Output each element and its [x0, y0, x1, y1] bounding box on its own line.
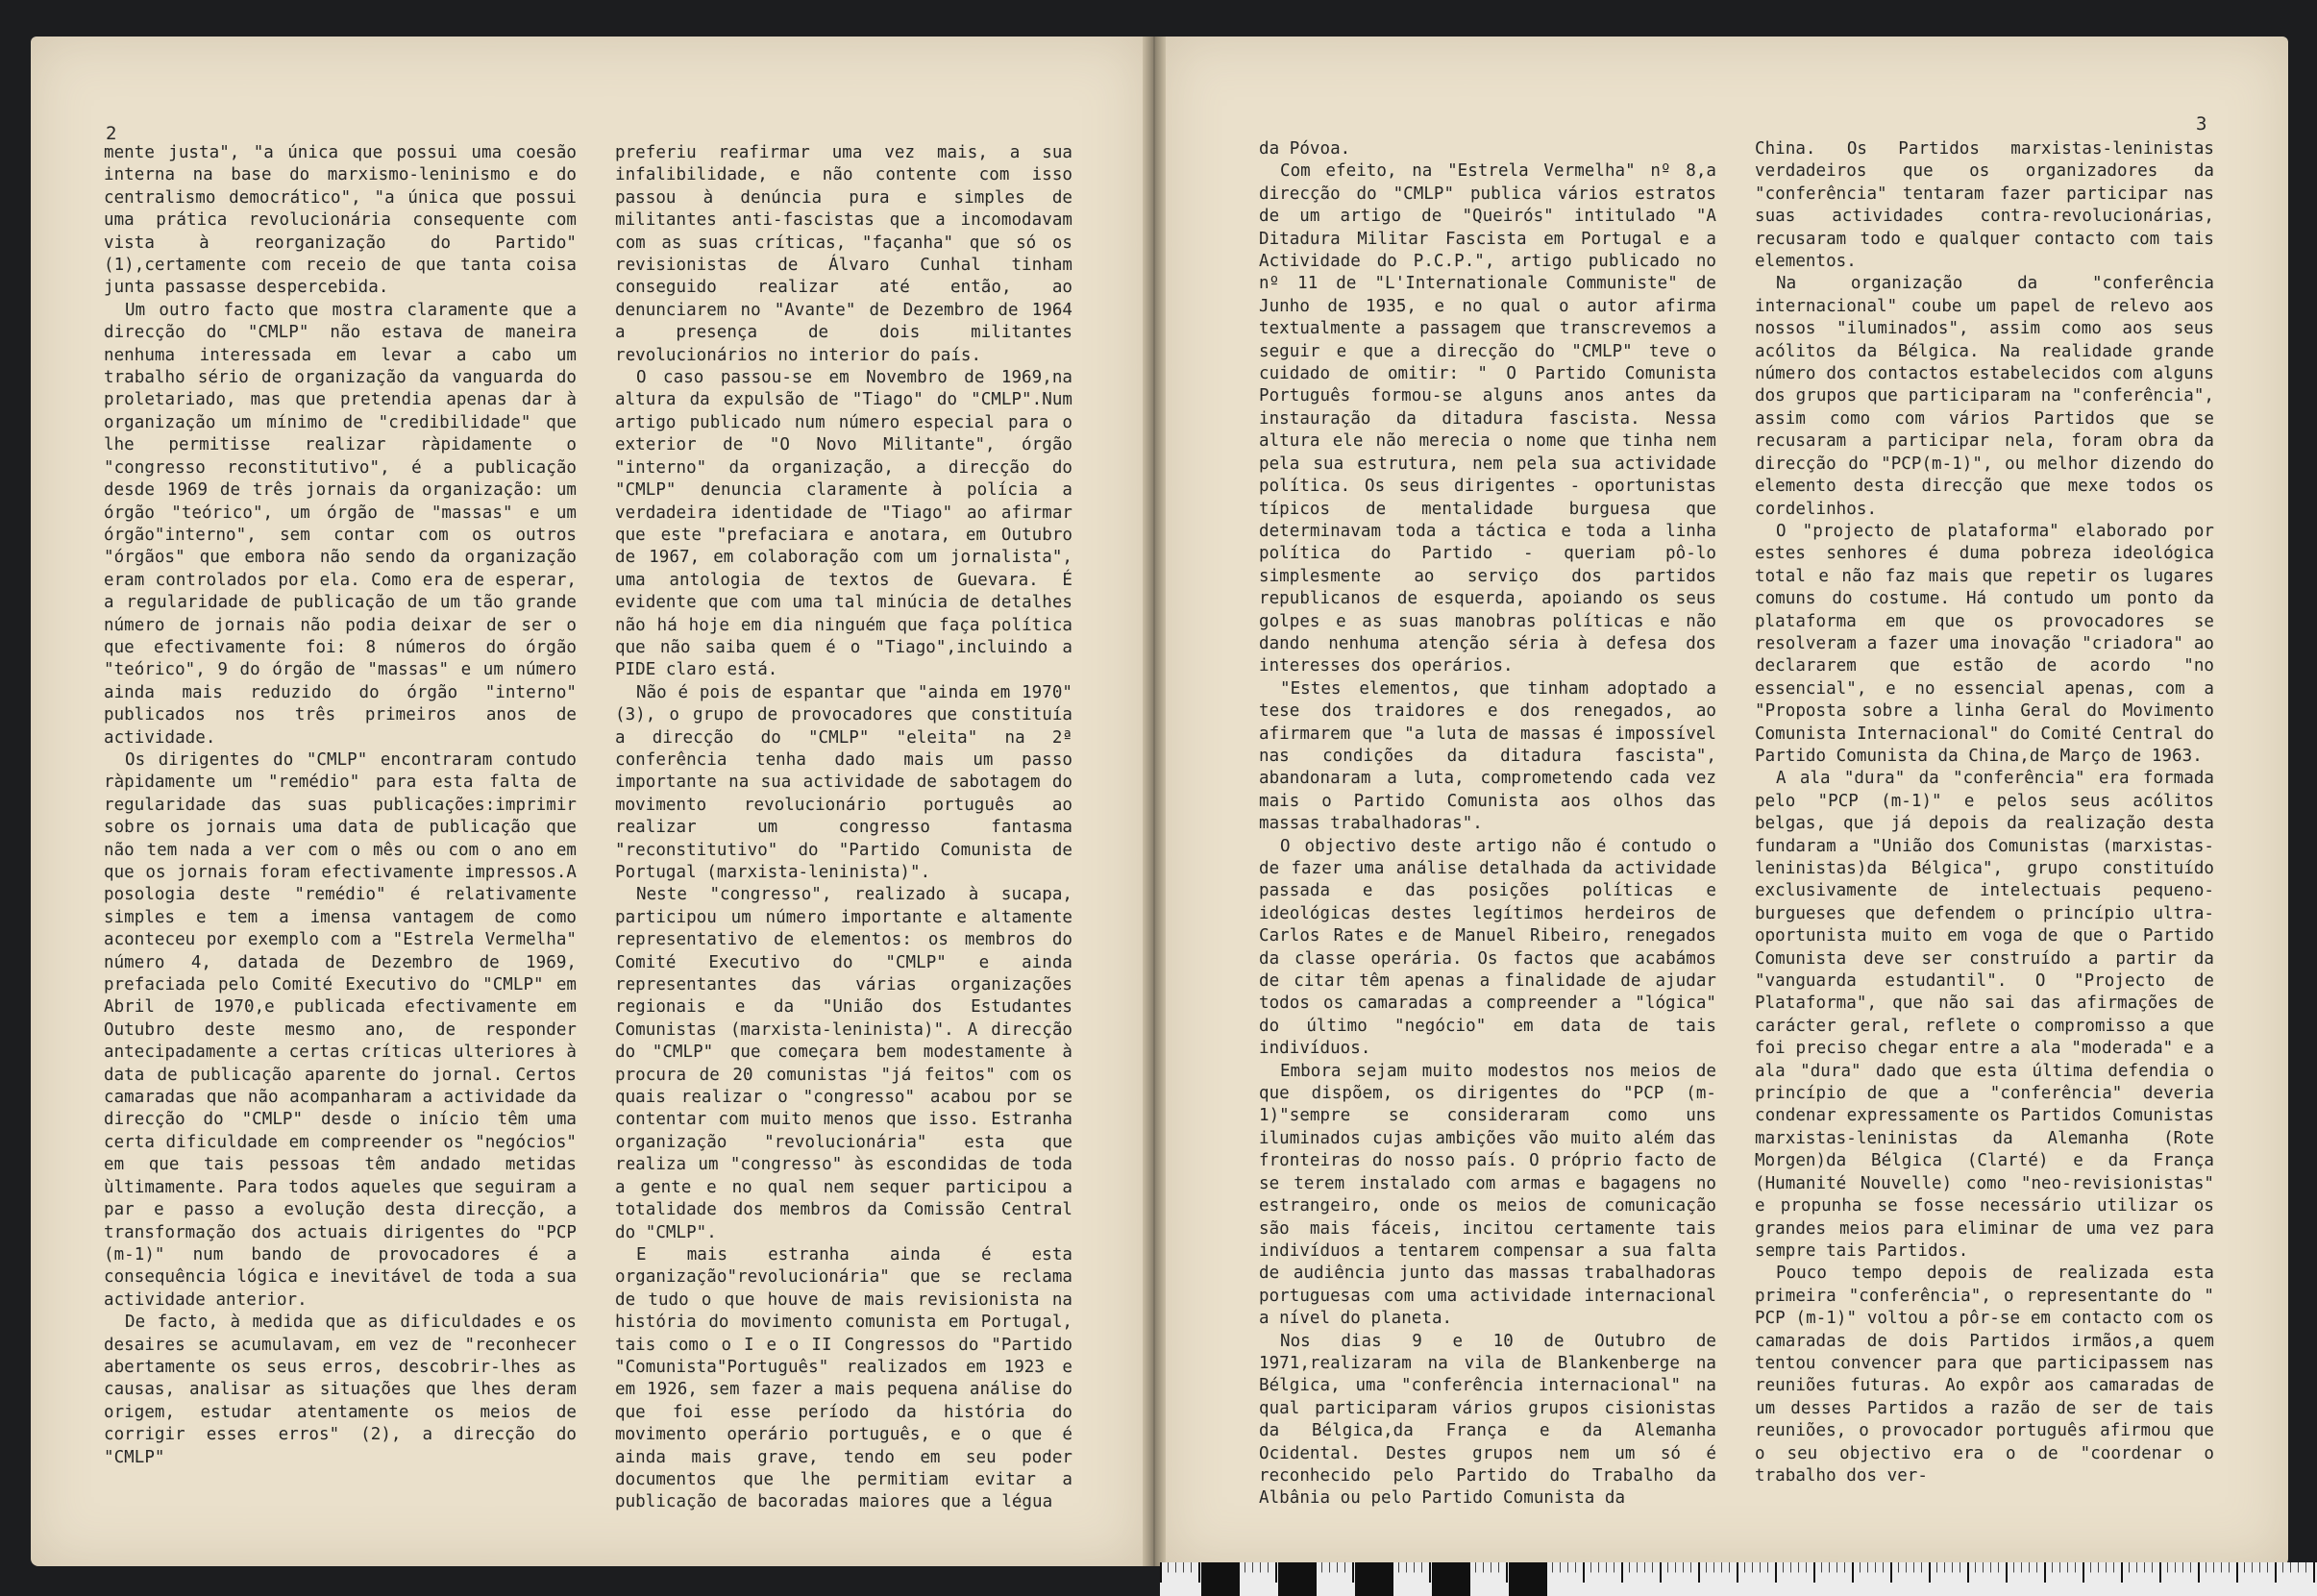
paragraph: O caso passou-se em Novembro de 1969,na altura da expulsão de "Tiago" do "CMLP".Num artigo publicado num número especial para o exterior de "O Novo Militante", órgão "interno" da organização, a direcção do "CMLP" denuncia claramente à polícia a verdadeira identidade de "Tiago" ao afirmar que este "prefaciara e anotara, em Outubro de 1967, em colaboração com um jornalista", uma antologia de textos de Guevara. É evidente que com uma tal minúcia de detalhes não há hoje em dia ninguém que faça política que não saiba quem é o "Tiago",incluindo a PIDE claro está.: [615, 368, 1072, 680]
paragraph: Não é pois de espantar que "ainda em 1970" (3), o grupo de provocadores que constituía a direcção do "CMLP" "eleita" na 2ª conferência tenha dado mais um passo importante na sua actividade de sabotagem do movimento revolucionário português ao realizar um congresso fantasma "reconstitutivo" do "Partido Comunista de Portugal (marxista-leninista)".: [615, 682, 1072, 882]
ruler-segment: [1201, 1562, 1240, 1596]
ruler-segment: [1509, 1562, 1547, 1596]
paragraph: Nos dias 9 e 10 de Outubro de 1971,realizaram na vila de Blankenberge na Bélgica, uma "conferência internacional" na qual participaram vários grupos cisionistas da Bélgica,da França e da Alemanha Ocidental. Destes grupos nem um só é reconhecido pelo Partido do Trabalho da Albânia ou pelo Partido Comunista da: [1259, 1331, 1716, 1509]
paragraph: Neste "congresso", realizado à sucapa, participou um número importante e altamente representativo de elementos: os membros do Comité Executivo do "CMLP" e ainda representantes das várias organizações regionais e da "União dos Estudantes Comunistas (marxista-leninista)". A direcção do "CMLP" que começara bem modestamente à procura de 20 comunistas "já feitos" com os quais realizar o "congresso" acabou por se contentar com muito menos que isso. Estranha organização "revolucionária" esta que realiza um "congresso" às escondidas de toda a gente e no qual nem sequer participou a totalidade dos membros da Comissão Central do "CMLP".: [615, 885, 1072, 1242]
paragraph: E mais estranha ainda é esta organização"revolucionária" que se reclama de tudo o que houve de mais revisionista na história do movimento comunista em Portugal, tais como o I e o II Congressos do "Partido "Comunista"Português" realizados em 1923 e em 1926, sem fazer a mais pequena análise do que foi esse período da história do movimento operário português, e o que é ainda mais grave, tendo em seu poder documentos que lhe permitiam evitar a publicação de bacoradas maiores que a légua: [615, 1244, 1072, 1512]
ruler-segment: [1432, 1562, 1470, 1596]
paragraph: O "projecto de plataforma" elaborado por estes senhores é duma pobreza ideológica total e não faz mais que repetir os lugares comuns do costume. Há contudo um ponto da plataforma em que os provocadores se resolveram a fazer uma inovação "criadora" ao declararem que estão de acordo "no essencial", e no essencial apenas, com a "Proposta sobre a linha Geral do Movimento Comunista Internacional" do Comité Central do Partido Comunista da China,de Março de 1963.: [1755, 521, 2214, 766]
left-page-column-1: [104, 142, 577, 1478]
paragraph: China. Os Partidos marxistas-leninistas verdadeiros que os organizadores da "conferência" tentaram fazer participar nas suas actividades contra-revolucionárias, recusaram todo e qualquer contacto com tais elementos.: [1755, 139, 2214, 272]
paragraph: mente justa", "a única que possui uma coesão interna na base do marxismo-leninismo e do centralismo democrático", "a única que possui uma prática revolucionária consequente com vista à reorganização do Partido" (1),certamente com receio de que tanta coisa junta passasse despercebida.: [104, 143, 577, 298]
paragraph: Os dirigentes do "CMLP" encontraram contudo ràpidamente um "remédio" para esta falta de regularidade das suas publicações:imprimir sobre os jornais uma data de publicação que não tem nada a ver com o mês ou com o ano em que os jornais foram efectivamente impressos.A posologia deste "remédio" é relativamente simples e tem a imensa vantagem de como aconteceu por exemplo com a "Estrela Vermelha" número 4, datada de Dezembro de 1969, prefaciada pelo Comité Executivo do "CMLP" em Abril de 1970,e publicada efectivamente em Outubro deste mesmo ano, de responder antecipadamente a certas críticas ulteriores à data de publicação aparente do jornal. Certos camaradas que não acompanharam a actividade da direcção do "CMLP" desde o início têm uma certa dificuldade em compreender os "negócios" em que tais pessoas têm andado metidas ùltimamente. Para todos aqueles que seguiram a par e passo a evolução desta direcção, a transformação dos actuais dirigentes do "PCP (m-1)" num bando de provocadores é a consequência lógica e inevitável de toda a sua actividade anterior.: [104, 749, 577, 1310]
paragraph: preferiu reafirmar uma vez mais, a sua infalibilidade, e não contente com isso passou à denúncia pura e simples de militantes anti-fascistas que a incomodavam com as suas críticas, "façanha" que só os revisionistas de Álvaro Cunhal tinham conseguido realizar até então, ao denunciarem no "Avante" de Dezembro de 1964 a presença de dois militantes revolucionários no interior do país.: [615, 143, 1072, 365]
paragraph: Pouco tempo depois de realizada esta primeira "conferência", o representante do " PCP (m-1)" voltou a pôr-se em contacto com os camaradas de dois Partidos irmãos,a quem tentou convencer para que participassem nas reuniões futuras. Ao expôr aos camaradas de um desses Partidos a razão de ser de tais reuniões, o provocador português afirmou que o seu objectivo era o de "coordenar o trabalho dos ver-: [1755, 1264, 2214, 1486]
page-number-right: 3: [2196, 113, 2207, 135]
book-gutter: [1143, 37, 1166, 1566]
ruler-segment: [1355, 1562, 1393, 1596]
paragraph: O objectivo deste artigo não é contudo o de fazer uma análise detalhada da actividade passada e das posições políticas e ideológicas destes legítimos herdeiros de Carlos Rates e de Manuel Ribeiro, renegados da classe operária. Os factos que acabámos de citar têm apenas a finalidade de ajudar todos os camaradas a compreender a "lógica" do último "negócio" em data de tais indivíduos.: [1259, 836, 1716, 1059]
paragraph: Embora sejam muito modestos nos meios de que dispõem, os dirigentes do "PCP (m-1)"sempre se consideraram como uns iluminados cujas ambições vão muito além das fronteiras do nosso país. O próprio facto de se terem instalado com armas e bagagens no estrangeiro, onde os meios de comunicação são mais fáceis, incitou certamente tais indivíduos a tentarem compensar a sua falta de audiência junto das massas trabalhadoras portuguesas com uma actividade internacional a nível do planeta.: [1259, 1061, 1716, 1329]
paragraph: De facto, à medida que as dificuldades e os desaires se acumulavam, em vez de "reconhecer abertamente os seus erros, descobrir-lhes as causas, analisar as situações que lhes deram origem, estudar atentamente os meios de corrigir esses erros" (2), a direcção do "CMLP": [104, 1313, 577, 1467]
paragraph: A ala "dura" da "conferência" era formada pelo "PCP (m-1)" e pelos seus acólitos belgas, que já depois da realização desta fundaram a "União dos Comunistas (marxistas-leninistas)da Bélgica", grupo constituído exclusivamente de intelectuais pequeno-burgueses que defendem o princípio ultra-oportunista muito em voga de que o Partido Comunista deve ser construído a partir da "vanguarda estudantil". O "Projecto de Plataforma", que não sai das afirmações de carácter geral, reflete o compromisso a que foi preciso chegar entre a ala "moderada" e a ala "dura" dado que esta última defendia o princípio de que a "conferência" deveria condenar expressamente os Partidos Comunistas marxistas-leninistas da Alemanha (Rote Morgen)da Bélgica (Clarté) e da França (Humanité Nouvelle) como "neo-revisionistas" e propunha se fosse necessário utilizar os grandes meios para eliminar de uma vez para sempre tais Partidos.: [1755, 769, 2214, 1261]
paragraph: Na organização da "conferência internacional" coube um papel de relevo aos nossos "iluminados", assim como aos seus acólitos da Bélgica. Na realidade grande número dos contactos estabelecidos com alguns dos grupos que participaram na "conferência", assim como com vários Partidos que se recusaram a participar nela, foram obra da direcção do "PCP(m-1)", ou melhor dizendo do elemento desta direcção que mexe todos os cordelinhos.: [1755, 274, 2214, 519]
paragraph: da Póvoa.: [1259, 139, 1351, 159]
left-page-column-2: [615, 142, 1072, 1512]
paragraph: Com efeito, na "Estrela Vermelha" nº 8,a direcção do "CMLP" publica vários estratos de um artigo de "Queirós" intitulado "A Ditadura Militar Fascista em Portugal e a Actividade do P.C.P.", artigo publicado no nº 11 de "L'Internationale Communiste" de Junho de 1935, e no qual o autor afirma textualmente a passagem que transcrevemos a seguir e que a direcção do "CMLP" teve o cuidado de omitir: " O Partido Comunista Português formou-se alguns anos antes da instauração da ditadura fascista. Nessa altura ele não merecia o nome que tinha nem pela sua estrutura, nem pela sua actividade política. Os seus dirigentes - oportunistas típicos de mentalidade burguesa que determinavam toda a táctica e toda a linha política do Partido - queriam pô-lo simplesmente ao serviço dos partidos republicanos de esquerda, apoiando os seus golpes e as suas manobras políticas e não dando nenhuma atenção séria à defesa dos interesses dos operários.: [1259, 161, 1716, 676]
scale-ruler: [1160, 1562, 2317, 1596]
right-page-column-1: [1259, 138, 1716, 1509]
paragraph: Um outro facto que mostra claramente que a direcção do "CMLP" não estava de maneira nenhuma interessada em levar a cabo um trabalho sério de organização da vanguarda do proletariado, mas que pretendia apenas dar à organização um mínimo de "credibilidade" que lhe permitisse realizar ràpidamente o "congresso reconstitutivo", é a publicação desde 1969 de três jornais da organização: um órgão "teórico", um órgão de "massas" e um órgão"interno", sem contar com os outros "órgãos" que embora não sendo da organização eram controlados por ela. Como era de esperar, a regularidade de publicação de um tão grande número de jornais não podia deixar de ser o que efectivamente foi: 8 números do órgão "teórico", 9 do órgão de "massas" e um número ainda mais reduzido do órgão "interno" publicados nos três primeiros anos de actividade.: [104, 300, 577, 748]
page-number-left: 2: [106, 123, 117, 144]
right-page-column-2: [1755, 138, 2214, 1486]
paragraph: "Estes elementos, que tinham adoptado a tese dos traidores e dos renegados, ao afirmarem que "a luta de massas é impossível nas condições da ditadura fascista", abandonaram a luta, comprometendo cada vez mais o Partido Comunista aos olhos das massas trabalhadoras".: [1259, 678, 1716, 834]
ruler-segment: [1278, 1562, 1317, 1596]
